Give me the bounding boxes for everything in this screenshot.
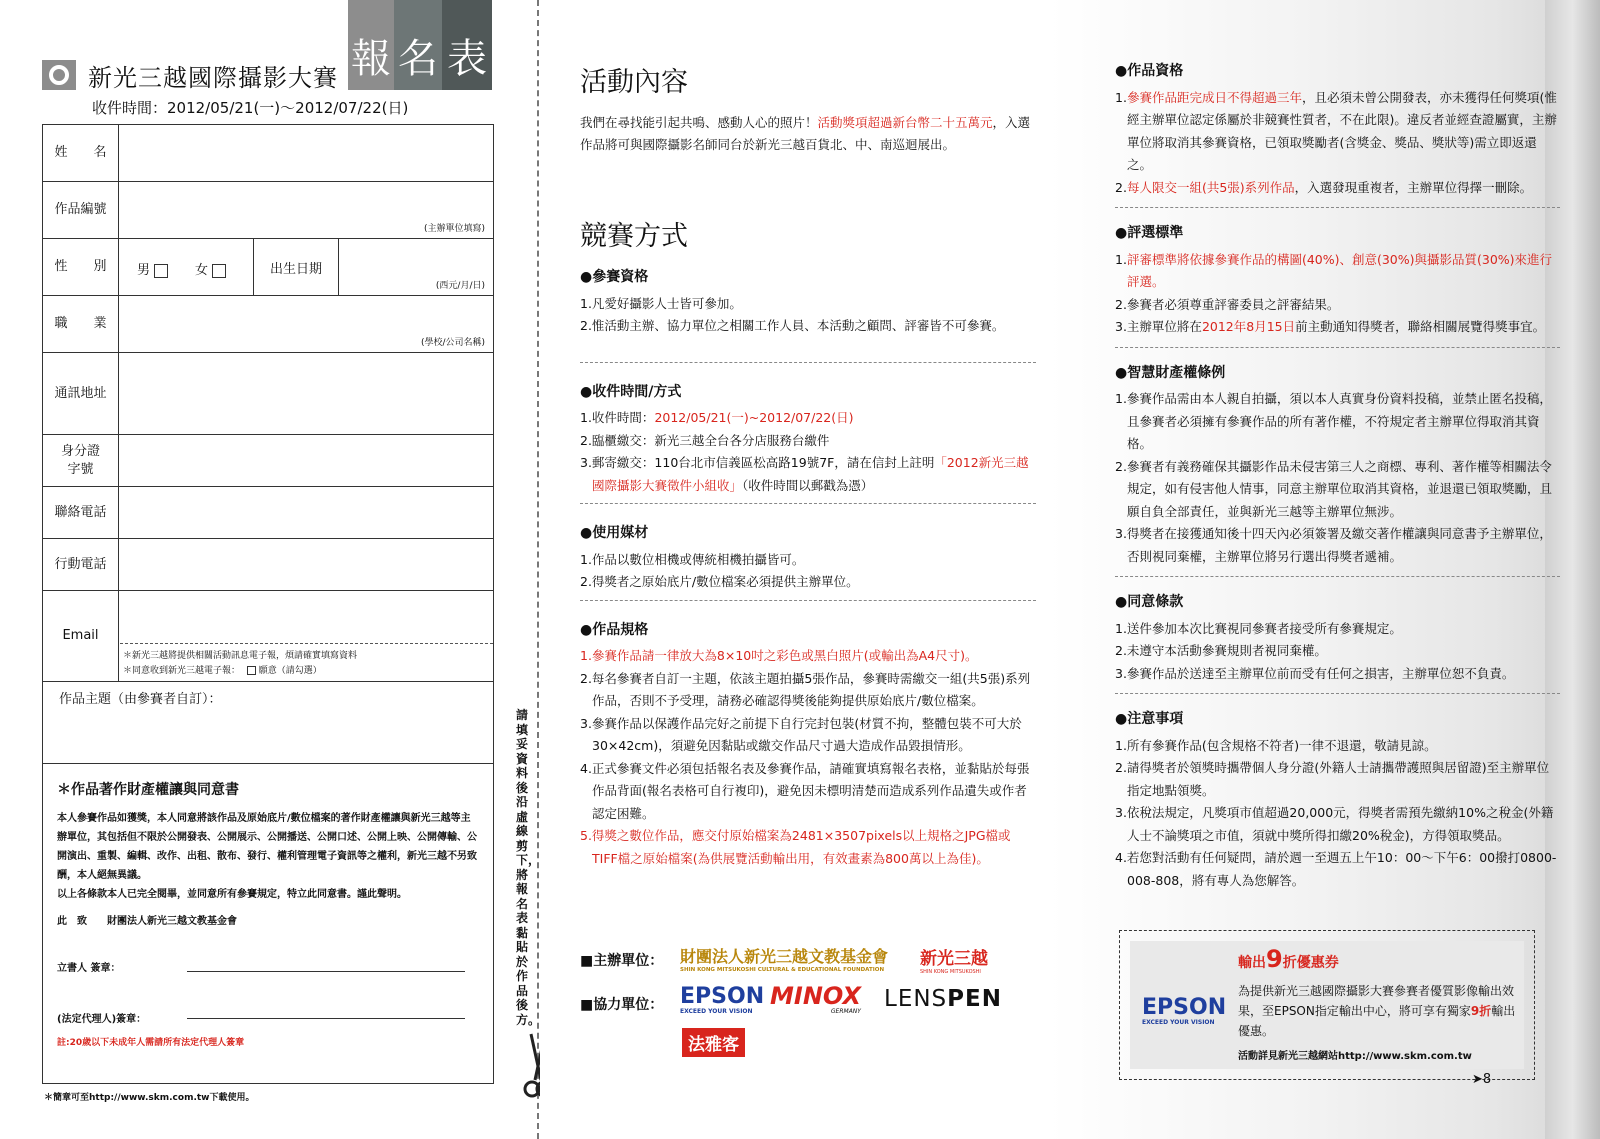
coupon-body-b: 9折 — [1470, 1004, 1492, 1018]
j3-a: 3.主辦單位將在 — [1115, 319, 1202, 334]
divider — [580, 600, 1036, 601]
birth-note: (西元/月/日) — [435, 281, 485, 291]
coupon-epson: EPSON — [1142, 995, 1227, 1020]
sex-label: 性 別 — [43, 239, 119, 295]
submission-mail-note: （收件時間以郵戳為憑） — [742, 477, 874, 493]
judging-title: ●評選標準 — [1115, 225, 1184, 241]
submission-mail-red: 「2012新光三越國際攝影大賽徵件小組收」 — [592, 455, 1029, 493]
judging-item: 2.參賽者必須尊重評審委員之評審結果。 — [1115, 296, 1340, 312]
form-row-id — [43, 435, 493, 487]
newsletter-checkbox[interactable] — [247, 666, 256, 675]
media-title: ●使用媒材 — [580, 525, 649, 541]
theme-label: 作品主題（由參賽者自訂）： — [59, 692, 222, 707]
guardian-note: 註:20歲以下未成年人需請所有法定代理人簽章 — [57, 1038, 245, 1048]
sponsors — [580, 948, 1050, 1058]
contest-title: 競賽方式 — [580, 221, 688, 252]
agreement-title: ●同意條款 — [1115, 594, 1184, 610]
email-note-1: ＊新光三越將提供相關活動訊息電子報，煩請確實填寫資料 — [123, 651, 358, 661]
name-field[interactable] — [120, 125, 493, 181]
form-row-job — [43, 296, 493, 353]
coupon-body-c: 輸出優惠。 — [1238, 1004, 1516, 1038]
q1-text: ，且必須未曾公開發表，亦未獲得任何獎項(惟經主辦單位認定係屬於非競賽性質者，不在此限)。違反者並經查證屬實，主辦單位將取消其參賽資格，已領取獎勵者(含獎金、獎品、獎狀等)需立即返還之。 — [1127, 89, 1557, 172]
judging-item — [1115, 249, 1560, 294]
email-notes — [123, 649, 357, 679]
coupon-title-a: 輸出 — [1238, 955, 1266, 971]
email-label: Email — [43, 591, 119, 681]
workno-note: (主辦單位填寫) — [423, 224, 485, 234]
registration-form-panel — [0, 0, 541, 1139]
ip-item: 3.得獎者在接獲通知後十四天內必須簽署及繳交著作權讓與同意書予主辦單位，否則視同棄權，主辦單位將另行選出得獎者遞補。 — [1115, 526, 1552, 564]
epson-logo — [680, 986, 764, 1015]
form-row-mobile — [43, 539, 493, 591]
submission-item: 2.臨櫃繳交：新光三越全台各分店服務台繳件 — [580, 432, 830, 448]
male-option[interactable] — [137, 259, 168, 278]
download-note: ＊簡章可至http://www.skm.com.tw下載使用。 — [44, 1093, 255, 1103]
rules-sections — [1115, 60, 1560, 892]
submission-item — [580, 452, 1036, 497]
coupon-footer: 活動詳見新光三越網站http://www.skm.com.tw — [1238, 1051, 1472, 1062]
cut-dashed-line — [537, 0, 539, 1139]
j3-c: 前主動通知得獎者，聯絡相關展覽得獎事宜。 — [1295, 319, 1546, 334]
j1-red: 評審標準將依據參賽作品的構圖(40%)、創意(30%)與攝影品質(30%)來進行評選。 — [1126, 251, 1553, 289]
job-label: 職 業 — [43, 296, 119, 352]
agreement-item: 1.送件參加本次比賽視同參賽者接受所有參賽規定。 — [1115, 620, 1402, 636]
tab-char: 表 — [442, 0, 492, 90]
phone-label: 聯絡電話 — [43, 487, 119, 538]
notice-item: 2.請得獎者於領獎時攜帶個人身分證(外籍人士請攜帶護照與居留證)至主辦單位指定地點領獎。 — [1115, 760, 1550, 798]
form-row-name — [43, 125, 493, 182]
divider — [1115, 693, 1560, 694]
agreement-item: 2.未遵守本活動參賽規則者視同棄權。 — [1115, 643, 1327, 658]
birth-label: 出生日期 — [253, 239, 339, 295]
consent-to: 此 致 財團法人新光三越文教基金會 — [57, 916, 237, 927]
form-tab-title — [348, 0, 492, 90]
notice-item: 3.依稅法規定，凡獎項市值超過20,000元，得獎者需預先繳納10%之稅金(外籍人士不論獎項之市值，須就中獎所得扣繳20%稅金)，方得領取獎品。 — [1115, 805, 1554, 843]
page-number-value: 8 — [1482, 1072, 1492, 1087]
signature-label: 立書人 簽章： — [57, 963, 121, 974]
contest-sections — [580, 266, 1036, 870]
submission-item — [580, 407, 1036, 430]
form-row-workno — [43, 182, 493, 239]
coupon-title-b: 9 — [1266, 945, 1283, 973]
job-note: (學校/公司名稱) — [420, 338, 485, 348]
ip-title: ●智慧財產權條例 — [1115, 364, 1226, 381]
form-title-bar — [42, 58, 338, 92]
female-option[interactable] — [195, 259, 226, 278]
epson-name: EPSON — [680, 984, 765, 1009]
q1-num: 1. — [1115, 89, 1127, 105]
ip-item: 2.參賽者有義務確保其攝影作品未侵害第三人之商標、專利、著作權等相關法令規定，如有侵害他人情事，同意主辦單位取消其資格，並退還已領取獎勵，且願自負全部責任，並與新光三越等主辦單位無涉。 — [1115, 458, 1553, 519]
address-label: 通訊地址 — [43, 353, 119, 434]
guardian-field[interactable] — [187, 1018, 465, 1019]
activity-text-2: ，入選作品將可與國際攝影名師同台於新光三越百貨北、中、南巡迴展出。 — [580, 115, 1031, 152]
coupon-body-a: 為提供新光三越國際攝影大賽參賽者優質影像輸出效果，至EPSON指定輸出中心，將可享有獨家 — [1238, 984, 1515, 1018]
circle-icon — [42, 60, 76, 90]
foundation-name: 財團法人新光三越文教基金會 — [680, 947, 889, 966]
coupon-inner — [1130, 941, 1524, 1069]
divider — [580, 362, 1036, 363]
notice-item: 1.所有參賽作品(包含規格不符者)一律不退還，敬請見諒。 — [1115, 737, 1437, 753]
j3-date: 2012年8月15日 — [1201, 319, 1296, 334]
quality-title: ●作品資格 — [1115, 63, 1184, 79]
ip-item: 1.參賽作品需由本人親自拍攝，須以本人真實身份資料投稿，並禁止匿名投稿，且參賽者必須擁有參賽作品的所有著作權，不符規定者主辦單位得取消其資格。 — [1115, 391, 1552, 451]
coupon — [1119, 930, 1535, 1080]
consent-section — [43, 765, 493, 1048]
submission-period: 收件時間：2012/05/21(一)～2012/07/22(日) — [92, 99, 409, 117]
submission-period-label: 1.收件時間： — [580, 410, 655, 425]
form-row-theme — [43, 682, 493, 764]
form-table — [42, 124, 494, 1084]
id-label: 身分證字號 — [43, 435, 119, 486]
notice-title: ●注意事項 — [1115, 711, 1184, 727]
form-title: 新光三越國際攝影大賽 — [88, 63, 338, 92]
workno-label: 作品編號 — [43, 182, 119, 238]
activity-text — [580, 112, 1036, 156]
media-item: 1.作品以數位相機或傳統相機拍攝皆可。 — [580, 551, 805, 567]
divider — [1115, 347, 1560, 348]
foundation-logo — [680, 944, 888, 973]
fayake-logo: 法雅客 — [682, 1028, 745, 1057]
foundation-en: SHIN KONG MITSUKOSHI CULTURAL & EDUCATIONAL FOUNDATION — [680, 967, 885, 973]
form-row-address — [43, 353, 493, 435]
divider — [580, 503, 1036, 504]
q1-red: 參賽作品距完成日不得超過三年 — [1126, 89, 1302, 105]
partner-label: ■協力單位： — [580, 997, 664, 1013]
q2-text: ，入選發現重複者，主辦單位得擇一刪除。 — [1294, 179, 1533, 195]
signature-field[interactable] — [187, 971, 465, 972]
spec-item: 5.得獎之數位作品，應交付原始檔案為2481×3507pixels以上規格之JPG檔或TIFF檔之原始檔案(為供展覽活動輸出用，有效畫素為800萬以上為佳)。 — [580, 828, 1011, 866]
coupon-title-c: 折優惠券 — [1282, 955, 1339, 971]
name-label: 姓 名 — [43, 125, 119, 181]
divider — [1115, 576, 1560, 577]
form-row-phone — [43, 487, 493, 539]
coupon-epson-logo — [1142, 997, 1226, 1026]
media-item: 2.得獎者之原始底片/數位檔案必須提供主辦單位。 — [580, 574, 859, 589]
email-note-2 — [123, 664, 357, 679]
spec-item: 4.正式參賽文件必須包括報名表及參賽作品，請確實填寫報名表格，並黏貼於每張作品背面(報名表格可自行複印)，避免因未標明清楚而造成系列作品遺失或作者認定困難。 — [580, 760, 1030, 821]
quality-item — [1115, 177, 1560, 200]
spec-item: 2.每名參賽者自訂一主題，依該主題拍攝5張作品，參賽時需繳交一組(共5張)系列作品，否則不予受理，請務必確認得獎後能夠提供原始底片/數位檔案。 — [580, 670, 1031, 708]
minox-sub: GERMANY — [830, 1008, 861, 1015]
eligibility-item: 2.惟活動主辦、協力單位之相關工作人員、本活動之顧問、評審皆不可參賽。 — [580, 318, 1005, 333]
coupon-epson-sub: EXCEED YOUR VISION — [1142, 1019, 1215, 1026]
activity-title: 活動內容 — [580, 67, 688, 98]
mobile-label: 行動電話 — [43, 539, 119, 590]
male-checkbox[interactable] — [154, 264, 168, 278]
spec-item: 3.參賽作品以保護作品完好之前提下自行完封包裝(材質不拘，整體包裝不可大於30×42cm)，須避免因黏貼或繳交作品尺寸過大造成作品毀損情形。 — [580, 715, 1022, 753]
activity-prize: 活動獎項超過新台幣二十五萬元 — [817, 115, 993, 130]
organizer-label: ■主辦單位： — [580, 953, 664, 969]
skm-logo — [920, 944, 988, 975]
form-row-sex — [43, 239, 493, 296]
signature-line — [57, 959, 479, 974]
q2-red: 每人限交一組(共5張)系列作品 — [1126, 179, 1295, 195]
minox-logo — [770, 984, 861, 1015]
tab-char: 名 — [394, 0, 442, 90]
submission-mail: 3.郵寄繳交：110台北市信義區松高路19號7F，請在信封上註明 — [580, 455, 935, 470]
form-row-email — [43, 591, 493, 682]
skm-en: SHIN KONG MITSUKOSHI — [920, 969, 981, 975]
q2-num: 2. — [1115, 179, 1127, 195]
spec-item: 1.參賽作品請一律放大為8×10吋之彩色或黑白照片(或輸出為A4尺寸)。 — [580, 648, 978, 663]
notice-item: 4.若您對活動有任何疑問，請於週一至週五上午10：00～下午6：00撥打0800-008-808，將有專人為您解答。 — [1115, 850, 1557, 888]
coupon-title — [1238, 945, 1339, 973]
judging-item — [1115, 316, 1560, 339]
cut-instruction: 請填妥資料後沿虛線剪下，將報名表黏貼於作品後方。 — [516, 708, 541, 1027]
email-option: 願意（請勾選） — [258, 666, 322, 676]
activity-text-1: 我們在尋找能引起共鳴、感動人心的照片！ — [580, 115, 818, 130]
coupon-body — [1238, 981, 1526, 1041]
lenspen-a: LENS — [884, 986, 948, 1012]
page-arrow-icon: ➤ — [1472, 1072, 1483, 1087]
page-number — [1472, 1072, 1491, 1087]
email-note-2-text: ＊同意收到新光三越電子報： — [123, 666, 241, 676]
lenspen-logo — [884, 986, 1002, 1012]
eligibility-title: ●參賽資格 — [580, 269, 649, 285]
consent-body: 本人參賽作品如獲獎，本人同意將該作品及原始底片/數位檔案的著作財產權讓與新光三越等主辦單位，其包括但不限於公開發表、公開展示、公開播送、公開口述、公開上映、公開傳輸、公開演出、重製、編輯、改作、出租、散布、發行、權利管理電子資訊等之權利，新光三越不另致酬，本人絕無異議。 — [57, 813, 477, 881]
tab-char: 報 — [348, 0, 394, 90]
consent-body-2: 以上各條款本人已完全閱畢，並同意所有參賽規定，特立此同意書。謹此聲明。 — [57, 889, 407, 900]
j1-num: 1. — [1115, 251, 1127, 267]
guardian-line — [57, 1010, 479, 1025]
female-checkbox[interactable] — [212, 264, 226, 278]
submission-title: ●收件時間/方式 — [580, 383, 682, 400]
male-label: 男 — [137, 263, 151, 278]
submission-period-value: 2012/05/21(一)~2012/07/22(日) — [654, 410, 854, 425]
eligibility-item: 1.凡愛好攝影人士皆可參加。 — [580, 295, 742, 311]
lenspen-b: PEN — [947, 986, 1002, 1012]
divider — [1115, 207, 1560, 208]
guardian-label: (法定代理人)簽章： — [57, 1014, 147, 1025]
minox-name: MINOX — [770, 982, 861, 1010]
skm-name: 新光三越 — [920, 949, 988, 969]
quality-item — [1115, 87, 1560, 177]
agreement-item: 3.參賽作品於送達至主辦單位前而受有任何之損害，主辦單位恕不負責。 — [1115, 665, 1515, 681]
female-label: 女 — [195, 263, 209, 278]
spec-title: ●作品規格 — [580, 621, 649, 638]
epson-sub: EXCEED YOUR VISION — [680, 1008, 753, 1015]
email-divider — [120, 643, 493, 644]
consent-title: ＊作品著作財產權讓與同意書 — [57, 782, 239, 798]
